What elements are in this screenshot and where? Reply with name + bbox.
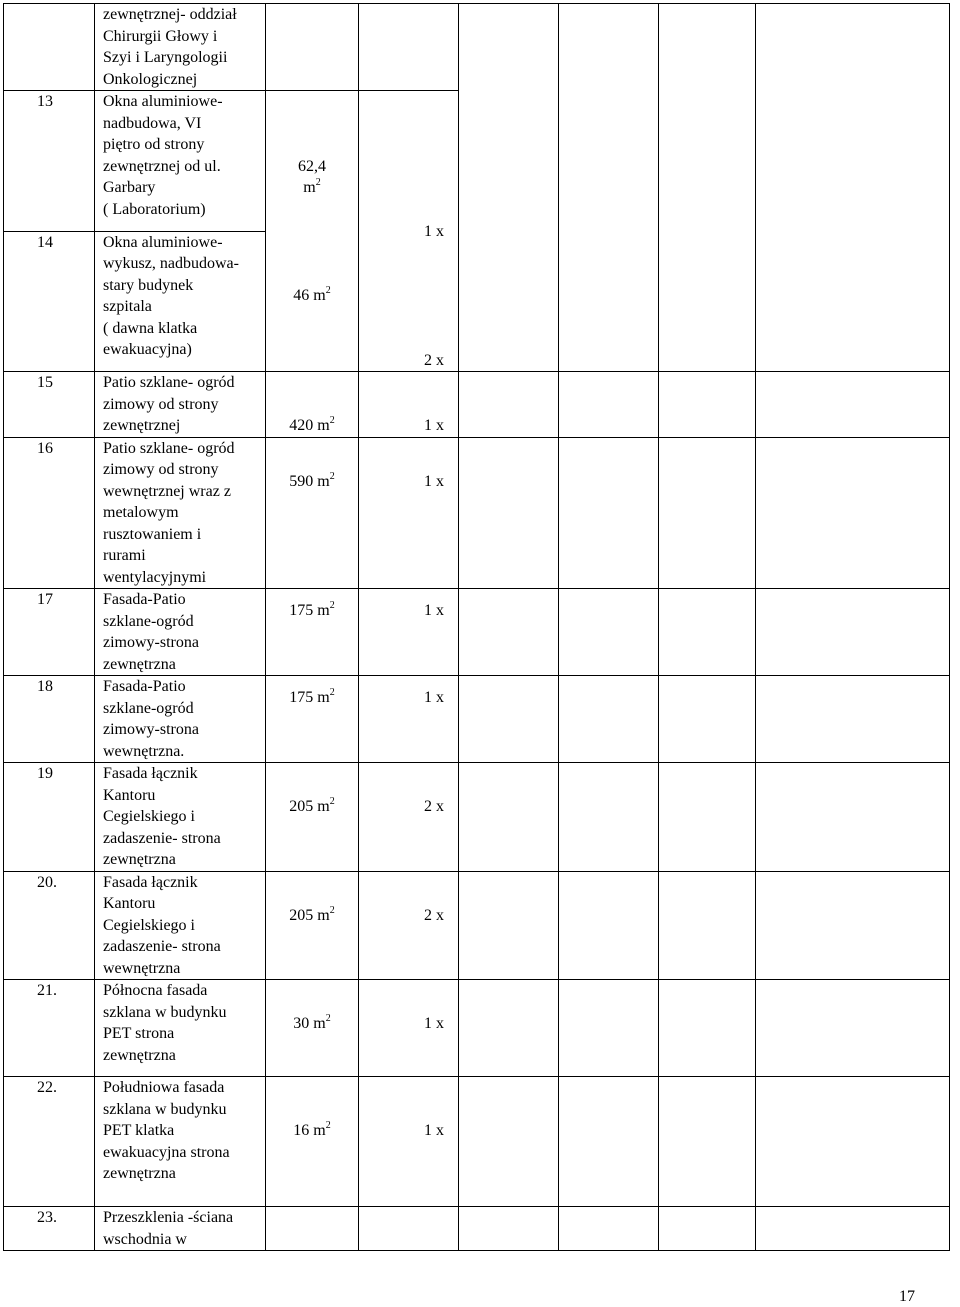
empty-cell <box>659 589 756 676</box>
row-number: 16 <box>4 437 95 589</box>
empty-cell <box>459 1077 559 1207</box>
table-row <box>4 589 950 676</box>
empty-cell <box>559 589 659 676</box>
table-row <box>4 676 950 763</box>
row-area: 205 $m^2$ <box>266 871 359 980</box>
empty-cell <box>459 437 559 589</box>
row-description: Południowa fasada szklana w budynku PET klatka ewakuacyjna strona zewnętrzna <box>95 1077 266 1207</box>
row-description: Okna aluminiowe- wykusz, nadbudowa- stary budynek szpitala ( dawna klatka ewakuacyjna) <box>95 231 266 372</box>
empty-cell <box>559 763 659 872</box>
empty-cell <box>559 4 659 372</box>
empty-cell <box>559 871 659 980</box>
row-description: Fasada łącznik Kantoru Cegielskiego i zadaszenie- strona zewnętrzna <box>95 763 266 872</box>
row-number: 23. <box>4 1207 95 1251</box>
cleaning-schedule-table <box>3 3 950 1251</box>
table-row <box>4 763 950 872</box>
row-area: 30 $m^2$ <box>266 980 359 1077</box>
row-area: 205 $m^2$ <box>266 763 359 872</box>
row-area: 16 $m^2$ <box>266 1077 359 1207</box>
row-frequency <box>359 1207 459 1251</box>
empty-cell <box>459 1207 559 1251</box>
row-frequency: 2 x <box>359 763 459 872</box>
row-frequency: 1 x <box>359 437 459 589</box>
empty-cell <box>459 763 559 872</box>
area-superscript: 2 <box>325 285 331 296</box>
row-area: 175 $m^2$ <box>266 676 359 763</box>
empty-cell <box>659 437 756 589</box>
area-unit: m <box>313 287 326 304</box>
empty-cell <box>659 676 756 763</box>
empty-cell <box>756 372 950 438</box>
row-frequency <box>359 91 459 372</box>
row-area <box>266 91 359 372</box>
table-row <box>4 1077 950 1207</box>
table-row <box>4 1207 950 1251</box>
empty-cell <box>559 1207 659 1251</box>
area-superscript: 2 <box>315 177 321 188</box>
row-number: 14 <box>4 231 95 372</box>
row-number: 21. <box>4 980 95 1077</box>
row-frequency: 1 x <box>359 1077 459 1207</box>
row-number: 15 <box>4 372 95 438</box>
row-description: Patio szklane- ogród zimowy od strony zewnętrznej <box>95 372 266 438</box>
row-area <box>266 1207 359 1251</box>
empty-cell <box>756 1077 950 1207</box>
empty-cell <box>659 372 756 438</box>
row-frequency: 1 x <box>359 589 459 676</box>
empty-cell <box>559 676 659 763</box>
row-description: Patio szklane- ogród zimowy od strony wewnętrznej wraz z metalowym rusztowaniem i rurami wentylacyjnymi <box>95 437 266 589</box>
row-area: 175 $m^2$ <box>266 589 359 676</box>
area-value: 46 <box>293 287 314 304</box>
frequency-value: 1 x <box>424 223 444 240</box>
empty-cell <box>756 676 950 763</box>
row-number: 20. <box>4 871 95 980</box>
row-description: Fasada łącznik Kantoru Cegielskiego i zadaszenie- strona wewnętrzna <box>95 871 266 980</box>
row-number: 18 <box>4 676 95 763</box>
row-frequency: 1 x <box>359 372 459 438</box>
row-area <box>266 4 359 91</box>
row-description: Przeszklenia -ściana wschodnia w <box>95 1207 266 1251</box>
empty-cell <box>459 980 559 1077</box>
row-number <box>4 4 95 91</box>
row-frequency: 1 x <box>359 676 459 763</box>
empty-cell <box>559 1077 659 1207</box>
row-description: Fasada-Patio szklane-ogród zimowy-strona wewnętrzna. <box>95 676 266 763</box>
empty-cell <box>559 980 659 1077</box>
empty-cell <box>459 4 559 372</box>
empty-cell <box>756 871 950 980</box>
row-number: 19 <box>4 763 95 872</box>
area-value: 62,4 <box>298 157 326 175</box>
row-frequency <box>359 4 459 91</box>
table-row <box>4 437 950 589</box>
empty-cell <box>659 871 756 980</box>
empty-cell <box>756 763 950 872</box>
table-row <box>4 4 950 91</box>
empty-cell <box>459 871 559 980</box>
empty-cell <box>559 372 659 438</box>
row-description: Fasada-Patio szklane-ogród zimowy-strona zewnętrzna <box>95 589 266 676</box>
row-description: Północna fasada szklana w budynku PET strona zewnętrzna <box>95 980 266 1077</box>
empty-cell <box>659 980 756 1077</box>
row-frequency: 1 x <box>359 980 459 1077</box>
table-row <box>4 980 950 1077</box>
row-number: 22. <box>4 1077 95 1207</box>
table-row <box>4 871 950 980</box>
empty-cell <box>659 763 756 872</box>
row-description: Okna aluminiowe- nadbudowa, VI piętro od strony zewnętrznej od ul. Garbary ( Laboratorium) <box>95 91 266 232</box>
row-area: 590 $m^2$ <box>266 437 359 589</box>
row-area: 420 $m^2$ <box>266 372 359 438</box>
empty-cell <box>756 980 950 1077</box>
empty-cell <box>559 437 659 589</box>
row-number: 13 <box>4 91 95 232</box>
area-unit: m <box>303 179 316 196</box>
empty-cell <box>459 372 559 438</box>
empty-cell <box>659 4 756 372</box>
empty-cell <box>756 437 950 589</box>
row-description: zewnętrznej- oddział Chirurgii Głowy i Szyi i Laryngologii Onkologicznej <box>95 4 266 91</box>
empty-cell <box>659 1077 756 1207</box>
empty-cell <box>756 1207 950 1251</box>
empty-cell <box>459 676 559 763</box>
table-row <box>4 372 950 438</box>
empty-cell <box>756 4 950 372</box>
page-number: 17 <box>899 1288 915 1305</box>
row-frequency: 2 x <box>359 871 459 980</box>
frequency-value: 2 x <box>424 351 444 369</box>
row-number: 17 <box>4 589 95 676</box>
empty-cell <box>659 1207 756 1251</box>
empty-cell <box>756 589 950 676</box>
empty-cell <box>459 589 559 676</box>
